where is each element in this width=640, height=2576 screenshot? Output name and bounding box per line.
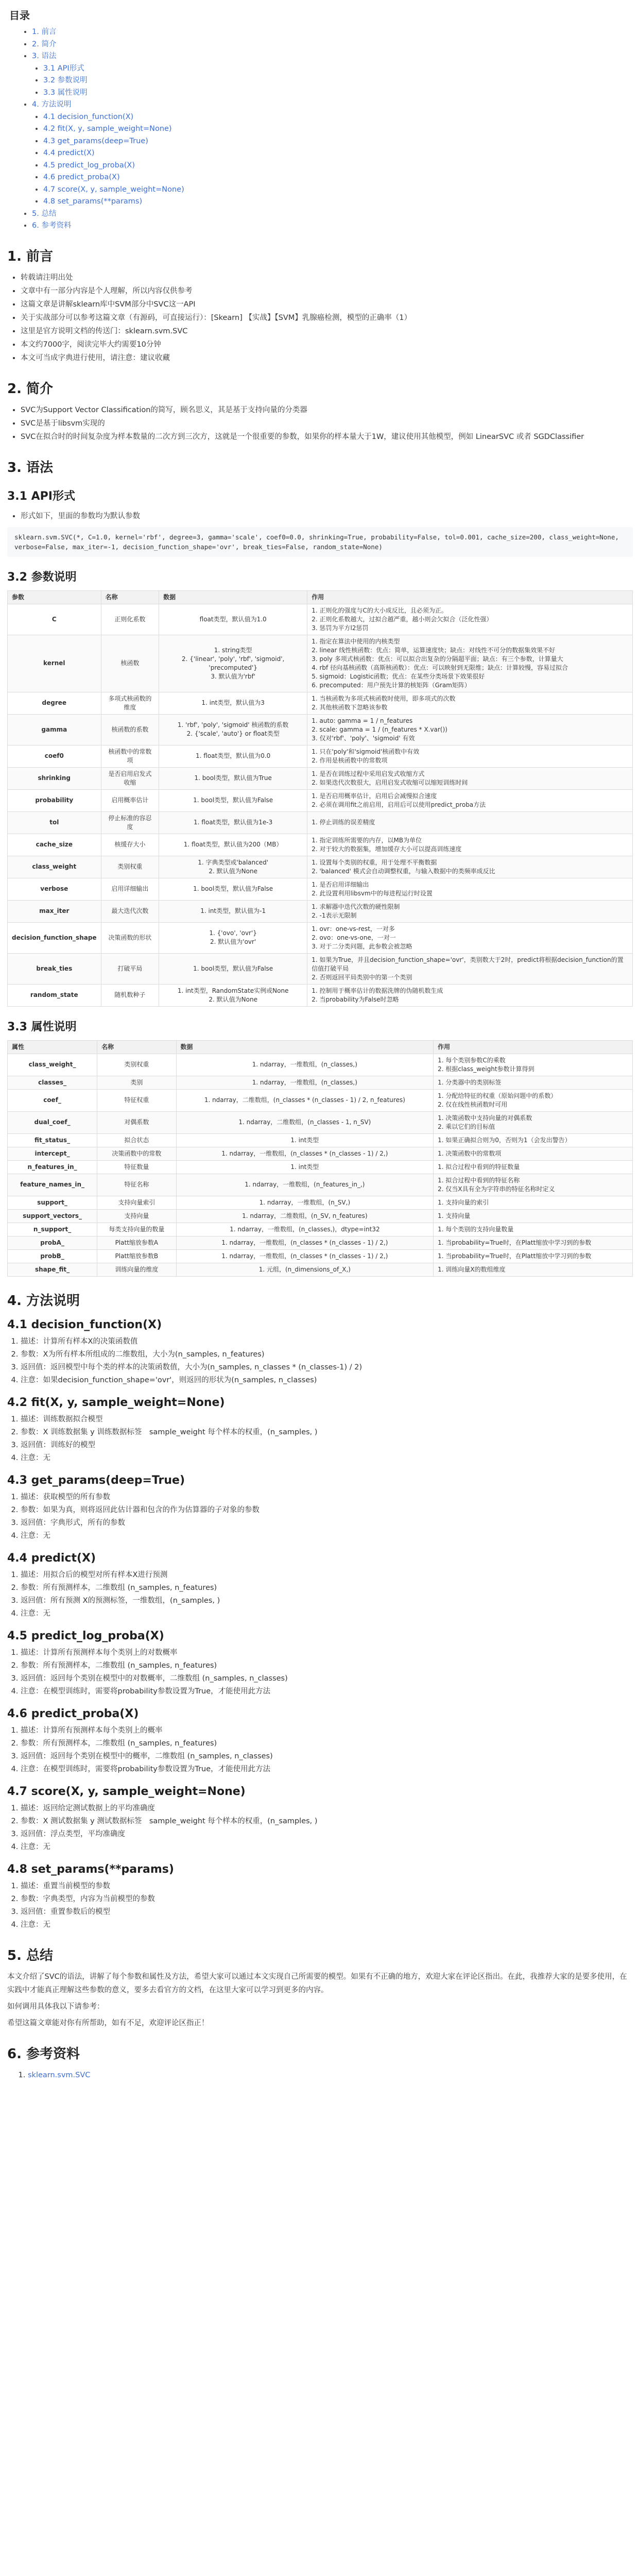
table-cell: 1. ndarray，一维数组，(n_features_in_,) <box>176 1174 434 1196</box>
table-row <box>8 604 633 635</box>
table-cell: n_features_in_ <box>8 1160 97 1174</box>
method-title: 4.5 predict_log_proba(X) <box>7 1629 164 1642</box>
table-cell: 1. 如果为True，并且decision_function_shape='ovr'，类别数大于2时，predict将根据decision_function的置信值打破平局 2. 否则返回平局类别中的第一个类别 <box>307 953 633 984</box>
method-detail-item: 4. 注意：无 <box>21 1607 633 1620</box>
table-cell: 类别权重 <box>97 1054 176 1076</box>
method-title: 4.4 predict(X) <box>7 1551 96 1565</box>
section-title-methods: 4. 方法说明 <box>7 1293 80 1309</box>
table-cell: 1. 只在'poly'和'sigmoid'核函数中有效 2. 作用是核函数中的常数项 <box>307 745 633 767</box>
table-cell: 正则化系数 <box>101 604 159 635</box>
table-cell: 对偶系数 <box>97 1111 176 1133</box>
method-detail-item: 2. 参数：X 训练数据集 y 训练数据标签 sample_weight 每个样本的权重，(n_samples, ) <box>21 1426 633 1439</box>
table-cell: 决策函数的形状 <box>101 922 159 953</box>
toc-item <box>43 123 633 135</box>
table-cell: 1. string类型 2. {'linear', 'poly', 'rbf', 'sigmoid', 'precomputed'} 3. 默认值为'rbf' <box>159 635 307 692</box>
table-cell: class_weight <box>8 856 101 878</box>
table-cell: 1. ndarray，一维数组，(n_classes,)，dtype=int32 <box>176 1223 434 1236</box>
table-cell: 类别权重 <box>101 856 159 878</box>
table-row <box>8 1263 633 1276</box>
table-header-cell: 名称 <box>97 1040 176 1054</box>
table-cell: 1. ndarray，二维数组，(n_classes - 1, n_SV) <box>176 1111 434 1133</box>
subsection-title-attrs: 3.3 属性说明 <box>7 1020 77 1033</box>
method-detail-item: 2. 参数：字典类型，内容为当前模型的参数 <box>21 1893 633 1906</box>
table-row <box>8 878 633 900</box>
method-title: 4.7 score(X, y, sample_weight=None) <box>7 1785 246 1798</box>
section-title-syntax: 3. 语法 <box>7 460 54 476</box>
method-detail-item: 3. 返回值：返回模型中每个类的样本的决策函数值，大小为(n_samples, n_classes * (n_classes-1) / 2) <box>21 1361 633 1374</box>
table-row <box>8 834 633 856</box>
toc-item <box>43 184 633 196</box>
table-header-cell: 名称 <box>101 590 159 604</box>
toc-link[interactable]: 2. 简介 <box>32 40 57 48</box>
table-cell: 1. 决策函数中支持向量的对偶系数 2. 乘以它们的目标值 <box>434 1111 633 1133</box>
table-cell: 1. ndarray，一维数组，(n_classes,) <box>176 1076 434 1089</box>
method-detail-item: 3. 返回值：浮点类型，平均准确度 <box>21 1828 633 1841</box>
conclusion-paragraph: 本文介绍了SVC的语法，讲解了每个参数和属性及方法，希望大家可以通过本文实现自己所需要的模型。如果有不正确的地方，欢迎大家在评论区指出。在此，我推荐大家的是要多使用，在实践中才能真正理解这些参数的意义，要多去看官方的文档，在这里大家可以学习到更多的内容。 <box>7 1972 627 1994</box>
table-header-cell: 参数 <box>8 590 101 604</box>
summary-bullets <box>7 403 633 444</box>
table-cell: coef_ <box>8 1089 97 1111</box>
method-title: 4.6 predict_proba(X) <box>7 1707 139 1720</box>
toc-link[interactable]: 4. 方法说明 <box>32 100 72 109</box>
table-cell: intercept_ <box>8 1147 97 1160</box>
table-cell: class_weight_ <box>8 1054 97 1076</box>
subsection-title-params: 3.2 参数说明 <box>7 570 77 584</box>
table-row <box>8 1147 633 1160</box>
method-detail-item: 2. 参数：所有预测样本，二维数组 (n_samples, n_features) <box>21 1737 633 1750</box>
toc-title: 目录 <box>9 9 30 22</box>
table-cell: 随机数种子 <box>101 984 159 1006</box>
toc-item <box>32 208 633 221</box>
toc-item <box>43 111 633 124</box>
table-row <box>8 856 633 878</box>
method-details <box>7 1413 633 1465</box>
toc-item <box>32 39 633 51</box>
table-cell: probability <box>8 789 101 811</box>
method-detail-item: 1. 描述：重置当前模型的参数 <box>21 1880 633 1893</box>
table-of-contents <box>7 7 633 232</box>
methods-container <box>7 1318 633 1931</box>
table-cell: 特征数量 <box>97 1160 176 1174</box>
table-cell: 核缓存大小 <box>101 834 159 856</box>
toc-item <box>43 147 633 160</box>
table-cell: probA_ <box>8 1236 97 1249</box>
table-cell: 训练向量的维度 <box>97 1263 176 1276</box>
table-cell: degree <box>8 692 101 714</box>
table-cell: 1. 'rbf', 'poly', 'sigmoid' 核函数的系数 2. {'scale', 'auto'} or float类型 <box>159 714 307 745</box>
table-cell: 1. int类型，默认值为3 <box>159 692 307 714</box>
list-item: • 本文可当成字典进行使用，请注意：建议收藏 <box>21 351 633 365</box>
section-title-references: 6. 参考资料 <box>7 2046 80 2062</box>
list-item: • 这篇文章是讲解sklearn库中SVM部分中SVC这一API <box>21 298 633 311</box>
method-detail-item: 2. 参数：所有预测样本，二维数组 (n_samples, n_features) <box>21 1659 633 1672</box>
table-cell: 1. ndarray，一维数组，(n_classes * (n_classes - 1) / 2,) <box>176 1236 434 1249</box>
method-detail-item: 1. 描述：计算所有预测样本每个类别上的概率 <box>21 1724 633 1737</box>
table-header-cell: 数据 <box>176 1040 434 1054</box>
table-header-cell: 作用 <box>434 1040 633 1054</box>
table-cell: 每类支持向量的数量 <box>97 1223 176 1236</box>
method-detail-item: 1. 描述：训练数据拟合模型 <box>21 1413 633 1426</box>
section-title-summary: 2. 简介 <box>7 381 54 397</box>
table-cell: n_support_ <box>8 1223 97 1236</box>
table-cell: coef0 <box>8 745 101 767</box>
api-code-block: sklearn.svm.SVC(*, C=1.0, kernel='rbf', degree=3, gamma='scale', coef0=0.0, shrinking=True, probability=False, tol=0.001, cache_size=200, class_weight=None, verbose=False, max_iter=-1, decision_function_shape='ovr', break_ties=False, random_state=None) <box>7 527 633 557</box>
table-row <box>8 900 633 922</box>
conclusion-paragraphs <box>7 1970 633 2030</box>
table-cell: Platt缩放参数A <box>97 1236 176 1249</box>
toc-item <box>43 87 633 99</box>
table-cell: kernel <box>8 635 101 692</box>
table-cell: 1. 当probability=True时，在Platt缩放中学习到的参数 <box>434 1249 633 1263</box>
table-cell: 1. int类型 <box>176 1160 434 1174</box>
method-details <box>7 1569 633 1620</box>
table-row <box>8 1133 633 1147</box>
method-details <box>7 1647 633 1698</box>
table-cell: dual_coef_ <box>8 1111 97 1133</box>
toc-item <box>43 172 633 184</box>
table-cell: 特征权重 <box>97 1089 176 1111</box>
table-cell: 1. 控制用于概率估计的数据洗牌的伪随机数生成 2. 当probability为False时忽略 <box>307 984 633 1006</box>
table-cell: 1. auto: gamma = 1 / n_features 2. scale: gamma = 1 / (n_features * X.var()) 3. 仅对'rbf'、'poly'、'sigmoid' 有效 <box>307 714 633 745</box>
table-cell: 1. 分类器中的类别标签 <box>434 1076 633 1089</box>
table-cell: 1. float类型，默认值为0.0 <box>159 745 307 767</box>
method-detail-item: 2. 参数：X 测试数据集 y 测试数据标签 sample_weight 每个样本的权重，(n_samples, ) <box>21 1815 633 1828</box>
table-cell: 1. float类型，默认值为200（MB） <box>159 834 307 856</box>
method-detail-item: 1. 描述：用拟合后的模型对所有样本X进行预测 <box>21 1569 633 1582</box>
table-cell: 1. ndarray，一维数组，(n_classes * (n_classes - 1) / 2,) <box>176 1249 434 1263</box>
table-row <box>8 1236 633 1249</box>
table-cell: 1. int类型 <box>176 1133 434 1147</box>
method-detail-item: 2. 参数：如果为真，则将返回此估计器和包含的作为估算器的子对象的参数 <box>21 1504 633 1517</box>
table-cell: feature_names_in_ <box>8 1174 97 1196</box>
method-detail-item: 3. 返回值：重置参数后的模型 <box>21 1906 633 1919</box>
table-row <box>8 1076 633 1089</box>
table-row <box>8 789 633 811</box>
table-cell: 1. 求解器中迭代次数的硬性限制 2. -1表示无限制 <box>307 900 633 922</box>
toc-item <box>32 220 633 232</box>
method-detail-item: 1. 描述：计算所有样本X的决策函数值 <box>21 1335 633 1348</box>
table-cell: 1. 如果正确拟合则为0，否则为1（会发出警告） <box>434 1133 633 1147</box>
toc-list <box>7 26 633 232</box>
table-cell: classes_ <box>8 1076 97 1089</box>
table-cell: 1. float类型，默认值为1e-3 <box>159 811 307 834</box>
list-item: • 这里是官方说明文档的传送门：sklearn.svm.SVC <box>21 325 633 338</box>
reference-link[interactable]: sklearn.svm.SVC <box>28 2071 91 2079</box>
table-cell: 1. 训练向量X的数组维度 <box>434 1263 633 1276</box>
params-table <box>7 590 633 1007</box>
method-detail-item: 4. 注意：如果decision_function_shape='ovr'，则返回的形状为(n_samples, n_classes) <box>21 1374 633 1387</box>
toc-item <box>43 196 633 208</box>
method-detail-item: 3. 返回值：训练好的模型 <box>21 1439 633 1452</box>
method-detail-item: 3. 返回值：返回每个类别在模型中的对数概率，二维数组 (n_samples, n_classes) <box>21 1672 633 1685</box>
table-row <box>8 1111 633 1133</box>
table-cell: 最大迭代次数 <box>101 900 159 922</box>
table-cell: 1. 每个类别的支持向量数量 <box>434 1223 633 1236</box>
table-cell: decision_function_shape <box>8 922 101 953</box>
table-cell: 是否启用启发式收缩 <box>101 767 159 789</box>
table-cell: 1. int类型，默认值为-1 <box>159 900 307 922</box>
table-row <box>8 1249 633 1263</box>
toc-item <box>32 26 633 39</box>
method-details <box>7 1491 633 1543</box>
table-cell: 决策函数中的常数 <box>97 1147 176 1160</box>
section-title-conclusion: 5. 总结 <box>7 1947 54 1963</box>
method-details <box>7 1335 633 1387</box>
table-cell: max_iter <box>8 900 101 922</box>
table-row <box>8 1196 633 1209</box>
table-cell: 支持向量索引 <box>97 1196 176 1209</box>
conclusion-paragraph: 希望这篇文章能对你有所帮助，如有不足，欢迎评论区指正！ <box>7 2019 209 2027</box>
table-cell: 1. 停止训练的误差精度 <box>307 811 633 834</box>
toc-link[interactable]: 6. 参考资料 <box>32 222 72 230</box>
toc-link[interactable]: 3. 语法 <box>32 52 57 60</box>
toc-link[interactable]: 3.3 属性说明 <box>43 88 88 97</box>
table-cell: 1. bool类型，默认值为False <box>159 878 307 900</box>
table-cell: 支持向量 <box>97 1209 176 1223</box>
toc-link[interactable]: 3.1 API形式 <box>43 64 84 73</box>
toc-item <box>43 63 633 75</box>
section-title-intro: 1. 前言 <box>7 248 54 264</box>
table-cell: break_ties <box>8 953 101 984</box>
table-cell: 1. 是否启用概率估计，启用后会减慢拟合速度 2. 必须在调用fit之前启用，启用后可以使用predict_proba方法 <box>307 789 633 811</box>
subsection-title-api: 3.1 API形式 <box>7 489 75 503</box>
table-cell: 1. 当probability=True时，在Platt缩放中学习到的参数 <box>434 1236 633 1249</box>
toc-link[interactable]: 4.8 set_params(**params) <box>43 197 143 206</box>
table-cell: 1. 元组，(n_dimensions_of_X,) <box>176 1263 434 1276</box>
table-row <box>8 953 633 984</box>
method-detail-item: 2. 参数：所有预测样本，二维数组 (n_samples, n_features) <box>21 1582 633 1595</box>
table-row <box>8 1054 633 1076</box>
toc-link[interactable]: 1. 前言 <box>32 28 57 36</box>
table-row <box>8 811 633 834</box>
table-row <box>8 1089 633 1111</box>
method-detail-item: 1. 描述：获取模型的所有参数 <box>21 1491 633 1504</box>
table-cell: verbose <box>8 878 101 900</box>
toc-item <box>43 75 633 87</box>
attrs-table <box>7 1040 633 1277</box>
table-row <box>8 1160 633 1174</box>
toc-link[interactable]: 4.1 decision_function(X) <box>43 112 134 121</box>
table-cell: 打破平局 <box>101 953 159 984</box>
toc-link[interactable]: 4.2 fit(X, y, sample_weight=None) <box>43 125 172 133</box>
table-cell: 1. 拟合过程中看到的特征数量 <box>434 1160 633 1174</box>
table-cell: 1. ndarray，二维数组，(n_SV, n_features) <box>176 1209 434 1223</box>
table-row <box>8 635 633 692</box>
toc-link[interactable]: 5. 总结 <box>32 209 57 218</box>
table-cell: 核函数 <box>101 635 159 692</box>
table-cell: 拟合状态 <box>97 1133 176 1147</box>
table-cell: 核函数的系数 <box>101 714 159 745</box>
table-cell: 1. 是否在训练过程中采用启发式收缩方式 2. 如果迭代次数很大，启用启发式收缩可以缩短训练时间 <box>307 767 633 789</box>
table-row <box>8 714 633 745</box>
table-cell: 启用详细输出 <box>101 878 159 900</box>
method-detail-item: 3. 返回值：所有预测 X的预测标签，一维数组，(n_samples, ) <box>21 1595 633 1607</box>
table-header-cell: 属性 <box>8 1040 97 1054</box>
table-cell: 1. bool类型，默认值为False <box>159 953 307 984</box>
table-cell: 1. 当核函数为多项式核函数时使用，即多项式的次数 2. 其他核函数下忽略该参数 <box>307 692 633 714</box>
toc-link[interactable]: 4.3 get_params(deep=True) <box>43 137 148 145</box>
method-details <box>7 1880 633 1931</box>
reference-item <box>28 2069 633 2082</box>
list-item: • SVC为Support Vector Classification的简写，顾名思义，其是基于支持向量的分类器 <box>21 403 633 417</box>
method-detail-item: 3. 返回值：字典形式，所有的参数 <box>21 1517 633 1530</box>
list-item: • SVC是基于libsvm实现的 <box>21 417 633 430</box>
table-cell: 1. bool类型，默认值为False <box>159 789 307 811</box>
toc-link[interactable]: 4.6 predict_proba(X) <box>43 173 120 181</box>
method-detail-item: 1. 描述：返回给定测试数据上的平均准确度 <box>21 1802 633 1815</box>
table-cell: 1. ndarray，一维数组，(n_classes,) <box>176 1054 434 1076</box>
table-cell: tol <box>8 811 101 834</box>
table-cell: 多项式核函数的维度 <box>101 692 159 714</box>
list-item: • 本文约7000字，阅读完毕大约需要10分钟 <box>21 338 633 351</box>
method-title: 4.2 fit(X, y, sample_weight=None) <box>7 1396 225 1409</box>
toc-item <box>43 135 633 148</box>
references-list <box>7 2069 633 2082</box>
table-cell: 1. 支持向量的索引 <box>434 1196 633 1209</box>
method-details <box>7 1724 633 1776</box>
table-cell: 1. 指定训练所需要的内存，以MB为单位 2. 对于较大的数据集，增加缓存大小可以提高训练速度 <box>307 834 633 856</box>
method-detail-item: 4. 注意：无 <box>21 1841 633 1854</box>
table-header-cell: 数据 <box>159 590 307 604</box>
table-cell: 1. ndarray，二维数组，(n_classes * (n_classes - 1) / 2, n_features) <box>176 1089 434 1111</box>
table-cell: 类别 <box>97 1076 176 1089</box>
table-cell: probB_ <box>8 1249 97 1263</box>
table-cell: 1. 拟合过程中看到的特征名称 2. 仅当X具有全为字符串的特征名称时定义 <box>434 1174 633 1196</box>
table-cell: support_vectors_ <box>8 1209 97 1223</box>
table-cell: 核函数中的常数项 <box>101 745 159 767</box>
method-detail-item: 1. 描述：计算所有预测样本每个类别上的对数概率 <box>21 1647 633 1659</box>
table-cell: fit_status_ <box>8 1133 97 1147</box>
table-cell: Platt缩放参数B <box>97 1249 176 1263</box>
toc-item <box>32 99 633 111</box>
table-cell: C <box>8 604 101 635</box>
list-item: • SVC在拟合时的时间复杂度为样本数量的二次方到三次方，这就是一个很重要的参数，如果你的样本量大于1W，建议使用其他模型，例如 LinearSVC 或者 SGDClassifier <box>21 430 633 444</box>
table-row <box>8 922 633 953</box>
table-cell: 1. 决策函数中的常数项 <box>434 1147 633 1160</box>
table-cell: cache_size <box>8 834 101 856</box>
table-cell: 1. bool类型，默认值为True <box>159 767 307 789</box>
table-cell: shrinking <box>8 767 101 789</box>
method-detail-item: 4. 注意：在模型训练时，需要将probability参数设置为True，才能使用此方法 <box>21 1763 633 1776</box>
table-cell: 1. 每个类别参数C的乘数 2. 根据class_weight参数计算得到 <box>434 1054 633 1076</box>
table-cell: support_ <box>8 1196 97 1209</box>
method-detail-item: 4. 注意：无 <box>21 1919 633 1931</box>
table-cell: 1. 是否启用详细输出 2. 此设置利用libsvm中的每进程运行时设置 <box>307 878 633 900</box>
table-cell: 1. ndarray，一维数组，(n_SV,) <box>176 1196 434 1209</box>
method-details <box>7 1802 633 1854</box>
table-cell: float类型，默认值为1.0 <box>159 604 307 635</box>
table-cell: 1. 正则化的强度与C的大小成反比，且必须为正。 2. 正则化系数越大，过拟合越严重，越小则会欠拟合（泛化性强） 3. 惩罚为平方l2惩罚 <box>307 604 633 635</box>
toc-item <box>32 50 633 63</box>
table-cell: 特征名称 <box>97 1174 176 1196</box>
method-detail-item: 3. 返回值：返回每个类别在模型中的概率，二维数组 (n_samples, n_classes) <box>21 1750 633 1763</box>
table-row <box>8 1209 633 1223</box>
table-cell: 1. 字典类型或'balanced' 2. 默认值为None <box>159 856 307 878</box>
toc-item <box>43 160 633 172</box>
method-detail-item: 4. 注意：在模型训练时，需要将probability参数设置为True，才能使用此方法 <box>21 1685 633 1698</box>
method-title: 4.3 get_params(deep=True) <box>7 1473 185 1487</box>
list-item: • 转载请注明出处 <box>21 271 633 284</box>
api-bullets <box>7 510 633 523</box>
table-header-cell: 作用 <box>307 590 633 604</box>
table-cell: 1. 分配给特征的权重（原始问题中的系数） 2. 仅在线性核函数时可用 <box>434 1089 633 1111</box>
table-row <box>8 1174 633 1196</box>
intro-bullets <box>7 271 633 365</box>
list-item: • 文章中有一部分内容是个人理解，所以内容仅供参考 <box>21 284 633 298</box>
table-row <box>8 767 633 789</box>
toc-link[interactable]: 4.4 predict(X) <box>43 149 95 157</box>
table-cell: 1. 支持向量 <box>434 1209 633 1223</box>
method-title: 4.8 set_params(**params) <box>7 1862 174 1876</box>
table-row <box>8 984 633 1006</box>
table-cell: 1. 设置每个类别的权重，用于处理不平衡数据 2. 'balanced' 模式会自动调整权重，与输入数据中的类频率成反比 <box>307 856 633 878</box>
table-cell: 1. 指定在算法中使用的内核类型 2. linear 线性核函数：优点：简单，运算速度快；缺点：对线性不可分的数据集效果不好 3. poly 多项式核函数：优点：可以拟合出复杂的分隔超平面；缺点：有三个参数，计算量大 4. rbf 径向基核函数（高斯核函数）：优点：可以映射到无限维；缺点：计算较慢，容易过拟合 5. sigmoid：Logistic函数；优点：在某些分类场景下效果很好 6. precomputed：用户预先计算的核矩阵（Gram矩阵） <box>307 635 633 692</box>
method-detail-item: 2. 参数：X为所有样本所组成的二维数组，大小为(n_samples, n_features) <box>21 1348 633 1361</box>
table-cell: 1. int类型，RandomState实例或None 2. 默认值为None <box>159 984 307 1006</box>
toc-link[interactable]: 4.7 score(X, y, sample_weight=None) <box>43 185 184 194</box>
table-cell: 1. ovr：one-vs-rest，一对多 2. ovo：one-vs-one，一对一 3. 对于二分类问题，此参数会被忽略 <box>307 922 633 953</box>
table-row <box>8 1223 633 1236</box>
table-cell: random_state <box>8 984 101 1006</box>
list-item: • 形式如下，里面的参数均为默认参数 <box>21 510 633 523</box>
table-cell: 停止标准的容忍度 <box>101 811 159 834</box>
method-detail-item: 4. 注意：无 <box>21 1452 633 1465</box>
method-detail-item: 4. 注意：无 <box>21 1530 633 1543</box>
list-item: • 关于实战部分可以参考这篇文章（有源码，可直接运行）：[Skearn] 【实战】【SVM】乳腺癌检测，模型的正确率（1） <box>21 311 633 325</box>
method-title: 4.1 decision_function(X) <box>7 1318 162 1331</box>
table-cell: gamma <box>8 714 101 745</box>
table-row <box>8 745 633 767</box>
toc-link[interactable]: 4.5 predict_log_proba(X) <box>43 161 135 170</box>
table-cell: 1. ndarray，一维数组，(n_classes * (n_classes - 1) / 2,) <box>176 1147 434 1160</box>
table-row <box>8 692 633 714</box>
table-cell: 1. {'ovo', 'ovr'} 2. 默认值为'ovr' <box>159 922 307 953</box>
toc-link[interactable]: 3.2 参数说明 <box>43 76 88 84</box>
table-cell: 启用概率估计 <box>101 789 159 811</box>
table-cell: shape_fit_ <box>8 1263 97 1276</box>
conclusion-paragraph: 如何调用具体我以下请参考： <box>7 2002 105 2011</box>
